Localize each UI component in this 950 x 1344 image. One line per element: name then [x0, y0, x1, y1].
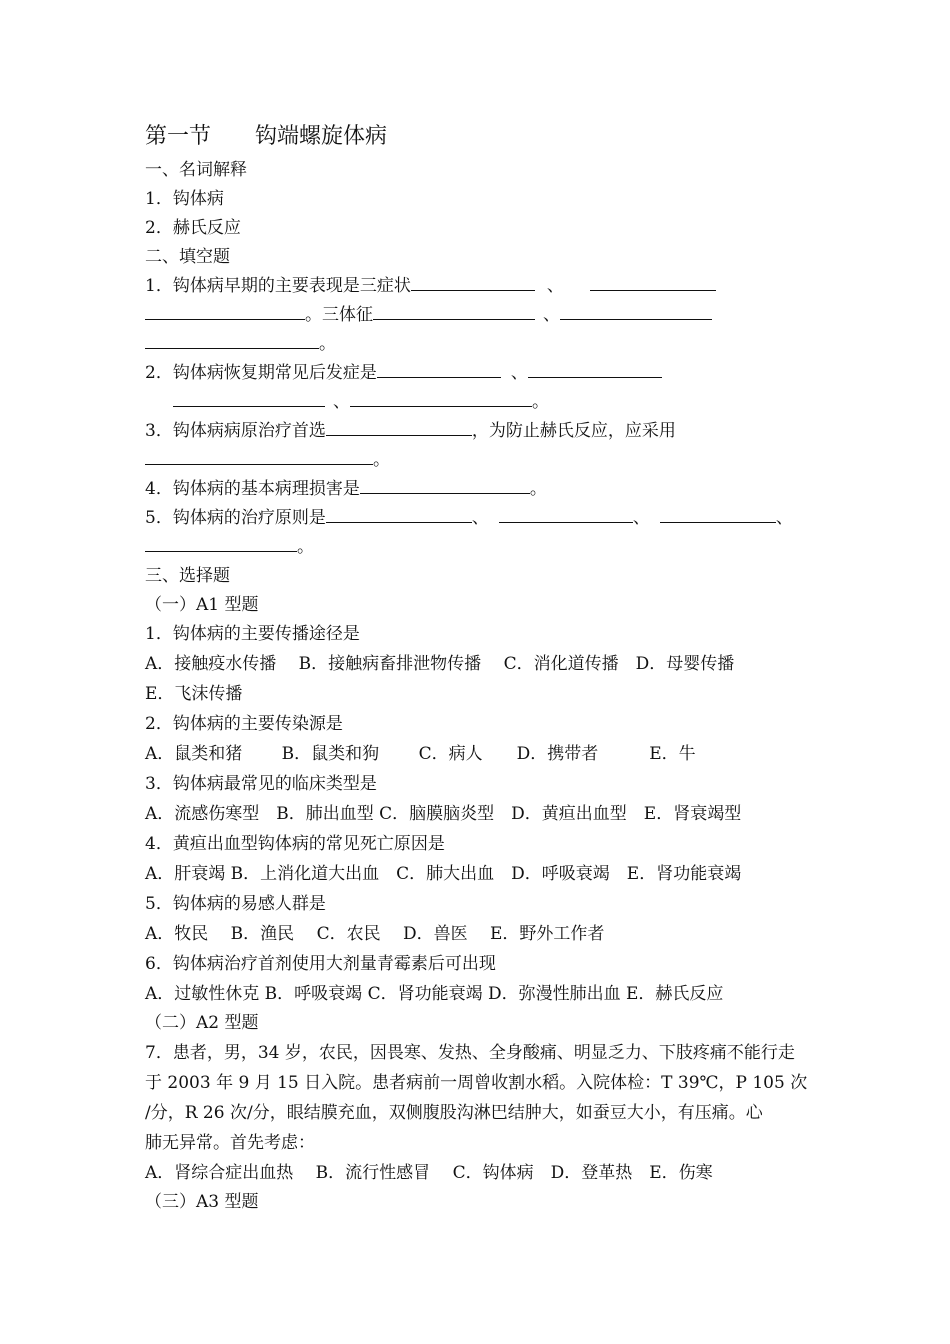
- answer-blank: [145, 533, 297, 552]
- fill-q3-line1: 3．钩体病病原治疗首选 ，为防止赫氏反应，应采用: [145, 417, 810, 446]
- answer-blank: [499, 504, 633, 523]
- section-title: [145, 118, 810, 156]
- fill-q5-line1: 5．钩体病的治疗原则是 、 、 、: [145, 504, 810, 533]
- mc-q5-options: A．牧民 B．渔民 C．农民 D．兽医 E．野外工作者: [145, 924, 605, 944]
- mc-q7-stem-2: 于 2003 年 9 月 15 日入院。患者病前一周曾收割水稻。入院体检：T 39℃，P 105 次: [145, 1073, 808, 1093]
- mc-q1-stem: 1．钩体病的主要传播途径是: [145, 624, 360, 644]
- answer-blank: [377, 359, 501, 378]
- answer-blank: [373, 301, 535, 320]
- answer-blank: [360, 475, 530, 494]
- a3-heading: （三）A3 型题: [145, 1192, 259, 1212]
- mc-q2-options: A．鼠类和猪 B．鼠类和狗 C．病人 D．携带者 E．牛: [145, 744, 696, 764]
- mc-q6-options: A．过敏性休克 B．呼吸衰竭 C．肾功能衰竭 D．弥漫性肺出血 E．赫氏反应: [145, 984, 724, 1004]
- mc-q7-stem-1: 7．患者，男，34 岁，农民，因畏寒、发热、全身酸痛、明显乏力、下肢疼痛不能行走: [145, 1043, 795, 1063]
- mc-q4-stem: 4．黄疸出血型钩体病的常见死亡原因是: [145, 834, 445, 854]
- definition-item-2: 2．赫氏反应: [145, 218, 241, 238]
- multiple-choice-heading: 三、选择题: [145, 566, 230, 586]
- chapter-label: 第一节: [145, 124, 212, 149]
- fill-q5-line2: 。: [145, 533, 810, 562]
- fill-in-heading: 二、填空题: [145, 247, 230, 267]
- fill-q3-line2: 。: [145, 446, 810, 475]
- answer-blank: [590, 272, 716, 291]
- mc-q1-options-1: A．接触疫水传播 B．接触病畜排泄物传播 C．消化道传播 D．母婴传播: [145, 654, 735, 674]
- answer-blank: [173, 388, 325, 407]
- answer-blank: [560, 301, 712, 320]
- definition-item-1: 1．钩体病: [145, 189, 224, 209]
- answer-blank: [145, 330, 319, 349]
- fill-q2-line2: 、 。: [145, 388, 810, 417]
- answer-blank: [660, 504, 776, 523]
- answer-blank: [350, 388, 532, 407]
- fill-q1-line1: 1．钩体病早期的主要表现是三症状 、: [145, 272, 810, 301]
- fill-q4: 4．钩体病的基本病理损害是 。: [145, 475, 810, 504]
- document-page: [145, 118, 810, 1217]
- fill-q2-line1: 2．钩体病恢复期常见后发症是 、: [145, 359, 810, 388]
- answer-blank: [145, 301, 305, 320]
- fill-q1-line2: 。三体征 、: [145, 301, 810, 330]
- mc-q5-stem: 5．钩体病的易感人群是: [145, 894, 326, 914]
- answer-blank: [326, 417, 472, 436]
- mc-q7-options: A．肾综合症出血热 B．流行性感冒 C．钩体病 D．登革热 E．伤寒: [145, 1163, 713, 1183]
- answer-blank: [411, 272, 535, 291]
- a2-heading: （二）A2 型题: [145, 1013, 259, 1033]
- topic-label: 钩端螺旋体病: [255, 124, 388, 149]
- mc-q3-options: A．流感伤寒型 B．肺出血型 C．脑膜脑炎型 D．黄疸出血型 E．肾衰竭型: [145, 804, 742, 824]
- answer-blank: [326, 504, 472, 523]
- fill-q1-line3: 。: [145, 330, 810, 359]
- mc-q6-stem: 6．钩体病治疗首剂使用大剂量青霉素后可出现: [145, 954, 496, 974]
- answer-blank: [528, 359, 662, 378]
- mc-q3-stem: 3．钩体病最常见的临床类型是: [145, 774, 377, 794]
- answer-blank: [145, 446, 373, 465]
- definitions-heading: 一、名词解释: [145, 160, 247, 180]
- mc-q7-stem-4: 肺无异常。首先考虑：: [145, 1133, 315, 1153]
- mc-q1-options-2: E．飞沫传播: [145, 684, 243, 704]
- mc-q7-stem-3: /分，R 26 次/分，眼结膜充血，双侧腹股沟淋巴结肿大，如蚕豆大小，有压痛。心: [145, 1103, 763, 1123]
- a1-heading: （一）A1 型题: [145, 595, 259, 615]
- mc-q4-options: A．肝衰竭 B．上消化道大出血 C．肺大出血 D．呼吸衰竭 E．肾功能衰竭: [145, 864, 742, 884]
- mc-q2-stem: 2．钩体病的主要传染源是: [145, 714, 343, 734]
